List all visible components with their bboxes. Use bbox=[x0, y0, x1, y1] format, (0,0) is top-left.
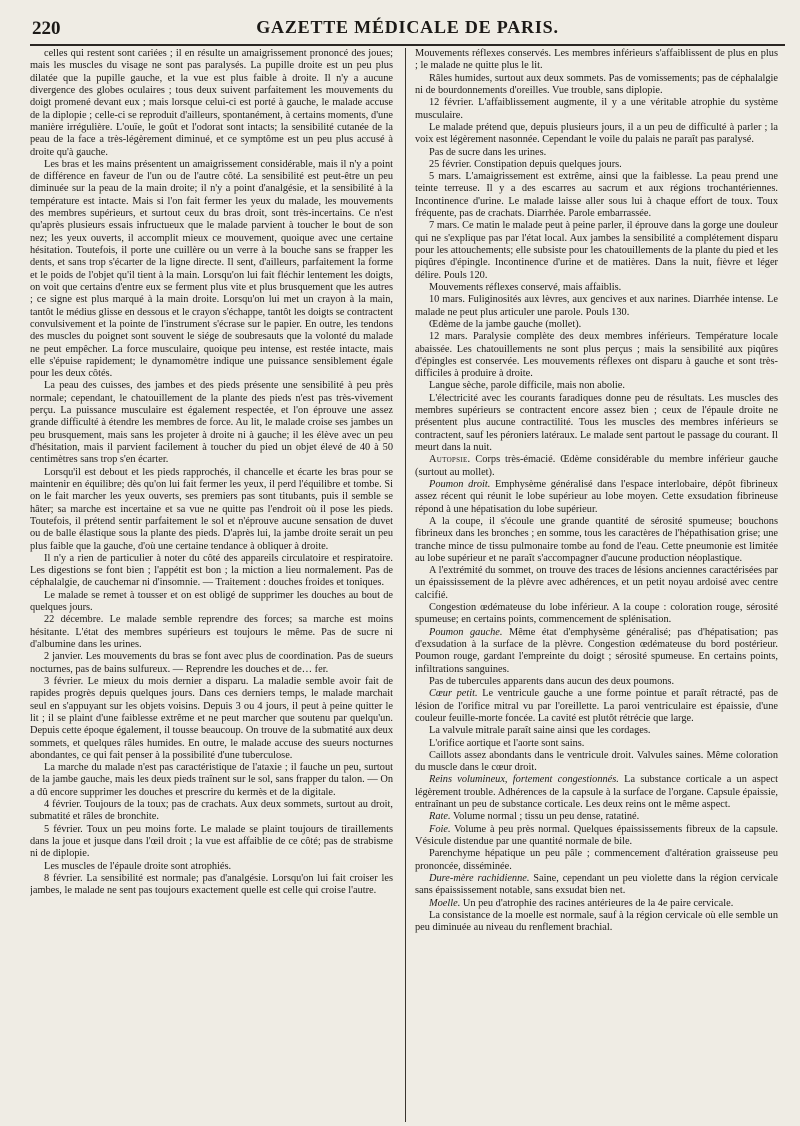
right-paragraph bbox=[415, 380, 778, 392]
left-paragraph bbox=[30, 762, 393, 799]
paragraph-text: Le ventricule gauche a une forme pointue et paraît rétracté, pas de lésion de l'orifice mitral vu par l'oreillette. La paroi ventriculaire est épaissie, d'une couleur feuille-morte foncée. La cavité est plutôt rétrécie que large. bbox=[415, 688, 778, 724]
paragraph-lead: Cœur petit. bbox=[429, 688, 478, 700]
right-paragraph bbox=[415, 220, 778, 282]
right-paragraph bbox=[415, 319, 778, 331]
right-paragraph bbox=[415, 873, 778, 898]
right-paragraph bbox=[415, 393, 778, 455]
paragraph-text: Œdème de la jambe gauche (mollet). bbox=[429, 318, 582, 330]
paragraph-text: 25 février. Constipation depuis quelques jours. bbox=[429, 158, 622, 170]
paragraph-text: Caillots assez abondants dans le ventricule droit. Valvules saines. Même coloration du muscle dans le cœur droit. bbox=[415, 749, 778, 774]
right-paragraph bbox=[415, 602, 778, 627]
paragraph-text: 2 janvier. Les mouvements du bras se font avec plus de coordination. Pas de sueurs nocturnes, pas de bains sulfureux. — Reprendre les douches et de… fer. bbox=[30, 651, 393, 675]
right-column bbox=[415, 48, 778, 1122]
paragraph-text: Lorsqu'il est debout et les pieds rapprochés, il chancelle et écarte les bras pour se maintenir en équilibre; dès qu'on lui fait fermer les yeux, il perd l'équilibre et tombe. Si on le fait marcher les yeux ouverts, ses premiers pas sont titubants, puis il semble se hâter; sa marche est incertaine et sa vue ne quitte pas l'endroit où il pose les pieds. Toutefois, il prétend sentir parfaitement le sol et n'éprouve aucune sensation de duvet ou de balle élastique sous la plante des pieds. D'après lui, la jambe droite serait un peu plus faible que la gauche, d'où une certaine tendance à obliquer à droite. bbox=[30, 466, 393, 552]
paragraph-text: celles qui restent sont cariées ; il en résulte un amaigrissement prononcé des joues; mais les muscles du visage ne sont pas paralysés. La pupille droite est un peu plus dilatée que la pupille gauche, et la vue est plus faible à droite. Il n'y a aucune divergence des globes oculaires ; tous deux suivent parfaitement les mouvements du doigt promené devant eux ; mais lorsque celui-ci est porté à gauche, le malade accuse de la diplopie ; celle-ci se reproduit d'ailleurs, spontanément, à certains moments, d'une manière irrégulière. L'ouïe, le goût et l'odorat sont intacts; la sensibilité cutanée de la peau de la face a très-légèrement diminué, et ce symptôme est un peu plus accusé à droite qu'à gauche. bbox=[30, 48, 393, 158]
paragraph-text: Les bras et les mains présentent un amaigrissement considérable, mais il n'y a point de différence en faveur de l'un ou de l'autre côté. La sensibilité est peut-être un peu diminuée sur la peau de la main droite; il n'y a point d'analgésie, et la sensibilité à la température est intacte. Mais si l'on fait fermer les yeux du malade, les mouvements des membres supérieurs, et surtout ceux du bras droit, sont très-incertains. Ce n'est qu'après plusieurs essais infructueux que le malade parvient à toucher le bout de son nez; les yeux ouverts, il accomplit mieux ce mouvement, quoique avec une certaine hésitation. Toutefois, il porte une cuillère ou un verre à la bouche sans se frapper les dents, et sans trop s'écarter de la ligne directe. Il sent, d'ailleurs, parfaitement la forme et le poids de l'objet qu'il tient à la main. Lorsqu'on lui fait fléchir lentement les doigts, on voit que certains d'entre eux se ferment plus vite et plus brusquement que les autres ; ce signe est plus marqué à la main droite. Lorsqu'on lui met un crayon à la main, tantôt le médius glisse en dessous et le crayon s'échappe, tantôt les doigts se contractent convulsivement et la pointe de l'instrument s'écrase sur le papier. En outre, les tendons des muscles du poignet sont souvent le siége de soubresauts que la volonté du malade ne peut empêcher. La force musculaire, quoique peu intense, est restée intacte, mais elle s'épuise rapidement; le dynamomètre indique une puissance sensiblement égale pour les deux côtés. bbox=[30, 158, 393, 380]
page-header bbox=[30, 14, 785, 46]
paragraph-text: Volume à peu près normal. Quelques épaississements fibreux de la capsule. Vésicule distendue par une quantité normale de bile. bbox=[415, 823, 778, 847]
paragraph-lead: Moelle. bbox=[429, 897, 461, 909]
left-paragraph bbox=[30, 159, 393, 381]
right-paragraph bbox=[415, 848, 778, 873]
paragraph-lead: Foie. bbox=[429, 823, 451, 835]
paragraph-text: Les muscles de l'épaule droite sont atrophiés. bbox=[44, 860, 232, 872]
paragraph-text: Pas de sucre dans les urines. bbox=[429, 146, 547, 158]
left-paragraph bbox=[30, 799, 393, 824]
paragraph-text: Un peu d'atrophie des racines antérieures de la 4e paire cervicale. bbox=[462, 897, 734, 909]
paragraph-text: Le malade prétend que, depuis plusieurs jours, il a un peu de difficulté à parler ; la voix est légèrement nasonnée. Cependant le voile du palais ne paraît pas paralysé. bbox=[415, 121, 778, 146]
paragraph-text: La peau des cuisses, des jambes et des pieds présente une sensibilité à peu près normale; cependant, le chatouillement de la plante des pieds n'est pas très-vivement perçu. La puissance musculaire est également respectée, et l'on éprouve une assez grande difficulté à étendre les membres de force. Au lit, le malade croise ses jambes un peu brusquement, mais sans les projeter à droite ni à gauche; il les élève avec un peu d'hésitation, mais il parvient facilement à toucher du pied un objet élevé de 40 à 50 centimètres sans trop s'en écarter. bbox=[30, 380, 393, 466]
right-paragraph bbox=[415, 516, 778, 565]
paragraph-text: Même état d'emphysème généralisé; pas d'hépatisation; pas d'exsudation à la surface de la plèvre. Congestion œdémateuse du bord postérieur. Poumon rouge, gardant l'empreinte du doigt ; sérosité spumeuse. En certains points, infiltrations sanguines. bbox=[415, 626, 778, 675]
paragraph-lead: Dure-mère rachidienne. bbox=[429, 872, 530, 884]
paragraph-text: Emphysème généralisé dans l'espace interlobaire, dépôt fibrineux assez récent qui réunit le lobe supérieur au lobe moyen. Cette exsudation fibrineuse répond à une hépatisation du lobe supérieur. bbox=[415, 478, 778, 515]
paragraph-lead: Poumon gauche. bbox=[429, 626, 503, 638]
right-paragraph bbox=[415, 294, 778, 319]
paragraph-text: 22 décembre. Le malade semble reprendre des forces; sa marche est moins hésitante. L'état des membres supérieurs est toujours le même. Pas de sucre ni d'albumine dans les urines. bbox=[30, 614, 393, 650]
paragraph-text: Pas de tubercules apparents dans aucun des deux poumons. bbox=[429, 675, 675, 687]
right-paragraph bbox=[415, 454, 778, 479]
paragraph-lead: Rate. bbox=[429, 811, 451, 823]
left-paragraph bbox=[30, 824, 393, 861]
paragraph-text: Il n'y a rien de particulier à noter du côté des appareils circulatoire et respiratoire. Les digestions se font bien ; l'appétit est bon ; la miction a lieu normalement. Pas de céphalalgie, de cauchemar ni d'insomnie. — Traitement : douches froides et toniques. bbox=[30, 552, 393, 589]
left-paragraph bbox=[30, 614, 393, 651]
paragraph-text: Langue sèche, parole difficile, mais non abolie. bbox=[429, 380, 625, 392]
paragraph-text: L'orifice aortique et l'aorte sont sains. bbox=[429, 737, 585, 749]
left-paragraph bbox=[30, 590, 393, 615]
right-paragraph bbox=[415, 627, 778, 676]
paragraph-text: La consistance de la moelle est normale, sauf à la région cervicale où elle semble un peu diminuée au niveau du renflement brachial. bbox=[415, 909, 778, 934]
paragraph-text: Mouvements réflexes conservés. Les membres inférieurs s'affaiblissent de plus en plus ; le malade ne quitte plus le lit. bbox=[415, 48, 778, 72]
paragraph-text: 7 mars. Ce matin le malade peut à peine parler, il éprouve dans la gorge une douleur qui ne s'explique pas par l'état local. Aux jambes la sensibilité a complétement disparu pour les attouchements; elle subsiste pour les chatouillements de la plante du pied et les piqûres d'épingle. Incontinence d'urine et de matières. Dans la nuit, fièvre et léger délire. Pouls 120. bbox=[415, 220, 778, 281]
right-paragraph bbox=[415, 738, 778, 750]
left-column bbox=[30, 48, 393, 1122]
right-paragraph bbox=[415, 774, 778, 811]
right-paragraph bbox=[415, 725, 778, 737]
right-paragraph bbox=[415, 811, 778, 823]
right-paragraph bbox=[415, 73, 778, 98]
article-columns bbox=[30, 48, 785, 1122]
right-paragraph bbox=[415, 282, 778, 294]
right-paragraph bbox=[415, 688, 778, 725]
left-paragraph bbox=[30, 651, 393, 676]
paragraph-text: 12 mars. Paralysie complète des deux membres inférieurs. Température locale abaissée. Les chatouillements ne sont plus perçus ; mais la sensibilité aux piqûres d'épingles est conservée. Les mouvements réflexes ont disparu à gauche et sont très-difficiles à produire à droite. bbox=[415, 331, 778, 380]
paragraph-text: 5 mars. L'amaigrissement est extrême, ainsi que la faiblesse. La peau prend une teinte terreuse. Il y a des escarres au sacrum et aux régions trochantériennes. Incontinence d'urine. Le malade laisse aller sous lui à chaque effort de toux. Toux fréquente, pas de crachats. Diarrhée. Parole embarrassée. bbox=[415, 171, 778, 220]
right-paragraph bbox=[415, 565, 778, 602]
paragraph-text: Le malade se remet à tousser et on est obligé de supprimer les douches au bout de quelques jours. bbox=[30, 589, 393, 614]
paragraph-text: 5 février. Toux un peu moins forte. Le malade se plaint toujours de tiraillements dans la joue et jusque dans l'œil droit ; la vue est affaiblie de ce côté; pas de strabisme ni de diplopie. bbox=[30, 823, 393, 860]
right-paragraph bbox=[415, 122, 778, 147]
paragraph-text: 4 février. Toujours de la toux; pas de crachats. Aux deux sommets, surtout au droit, submatité et râles de bronchite. bbox=[30, 799, 393, 823]
right-paragraph bbox=[415, 97, 778, 122]
right-paragraph bbox=[415, 171, 778, 220]
paragraph-text: Congestion œdémateuse du lobe inférieur. A la coupe : coloration rouge, sérosité spumeuse; en certains points, commencement de splénisation. bbox=[415, 602, 778, 626]
left-paragraph bbox=[30, 380, 393, 466]
paragraph-text: La marche du malade n'est pas caractéristique de l'ataxie ; il fauche un peu, surtout de la jambe gauche, mais les deux pieds traînent sur le sol, sans frapper du talon. — On a dû encore supprimer les douches et prescrire du kermès et de la digitale. bbox=[30, 762, 393, 798]
paragraph-text: 10 mars. Fuliginosités aux lèvres, aux gencives et aux narines. Diarrhée intense. Le malade ne peut plus articuler une parole. Pouls 130. bbox=[415, 294, 778, 318]
right-paragraph bbox=[415, 159, 778, 171]
right-paragraph bbox=[415, 147, 778, 159]
paragraph-text: Corps très-émacié. Œdème considérable du membre inférieur gauche (surtout au mollet). bbox=[415, 454, 778, 478]
paragraph-text: Volume normal ; tissu un peu dense, ratatiné. bbox=[452, 811, 640, 823]
paragraph-text: A la coupe, il s'écoule une grande quantité de sérosité spumeuse; bouchons fibrineux dans les bronches ; en somme, tous les caractères de l'hépathisation grise; une tranche mince de tissu pulmonaire tombe au fond de l'eau. Cette pneumonie est limitée au lobe supérieur et ne paraît s'accompagner d'aucune production néoplastique. bbox=[415, 515, 778, 564]
paragraph-lead: Poumon droit. bbox=[429, 478, 491, 490]
right-paragraph bbox=[415, 910, 778, 935]
left-paragraph bbox=[30, 467, 393, 553]
right-paragraph bbox=[415, 479, 778, 516]
right-paragraph bbox=[415, 331, 778, 380]
paragraph-text: La valvule mitrale paraît saine ainsi que les cordages. bbox=[429, 725, 651, 737]
paragraph-text: Saine, cependant un peu violette dans la région cervicale sans épaississement notable, sans exsudat bien net. bbox=[415, 872, 778, 897]
paragraph-text: 3 février. Le mieux du mois dernier a disparu. La maladie semble avoir fait de rapides progrès depuis quelques jours. Dans ces derniers temps, le malade marchait seul en s'appuyant sur les objets voisins. Depuis 3 ou 4 jours, il peut à peine quitter le lit ; il se plaint d'une faiblesse extrême et ne peut marcher que soutenu par quelqu'un. Depuis cette époque également, il tousse beaucoup. On trouve de la submatité aux deux sommets, et quelques râles humides. En outre, le malade accuse des sueurs nocturnes abondantes, ce qui fait penser à la possibilité d'une tuberculose. bbox=[30, 675, 393, 761]
paragraph-text: 12 février. L'affaiblissement augmente, il y a une véritable atrophie du système musculaire. bbox=[415, 97, 778, 121]
right-paragraph bbox=[415, 48, 778, 73]
right-paragraph bbox=[415, 898, 778, 910]
paragraph-lead: Reins volumineux, fortement congestionnés. bbox=[429, 774, 619, 786]
journal-title: GAZETTE MÉDICALE DE PARIS. bbox=[256, 17, 559, 37]
left-paragraph bbox=[30, 873, 393, 898]
paragraph-text: Parenchyme hépatique un peu pâle ; commencement d'altération graisseuse peu prononcée, disséminée. bbox=[415, 848, 778, 872]
right-paragraph bbox=[415, 676, 778, 688]
column-divider bbox=[405, 48, 406, 1122]
paragraph-text: Mouvements réflexes conservé, mais affaiblis. bbox=[429, 281, 622, 293]
page-number: 220 bbox=[32, 18, 61, 39]
left-paragraph bbox=[30, 676, 393, 762]
right-paragraph bbox=[415, 824, 778, 849]
paragraph-text: Râles humides, surtout aux deux sommets. Pas de vomissements; pas de céphalalgie ni de bourdonnements d'oreilles. Vue trouble, sans diplopie. bbox=[415, 72, 778, 96]
paragraph-text: La substance corticale a un aspect légèrement trouble. Adhérences de la capsule à la surface de l'organe. Capsule épaissie, entraînant un peu de substance corticale. Les deux reins ont le même aspect. bbox=[415, 774, 778, 811]
paragraph-text: L'électricité avec les courants faradiques donne peu de résultats. Les muscles des membres supérieurs se contractent encore assez bien ; ceux de l'épaule droite ne présentent plus aucune contractilité. Tous les muscles des membres inférieurs se contractent, sauf les péroniers latéraux. Le malade sent partout le passage du courant. Il meurt dans la nuit. bbox=[415, 392, 778, 453]
left-paragraph bbox=[30, 553, 393, 590]
left-paragraph bbox=[30, 861, 393, 873]
left-paragraph bbox=[30, 48, 393, 159]
paragraph-text: A l'extrémité du sommet, on trouve des traces de lésions anciennes caractérisées par un épaississement de la plèvre avec adhérences, et un petit noyau ardoisé avec centre calcifié. bbox=[415, 565, 778, 601]
paragraph-text: 8 février. La sensibilité est normale; pas d'analgésie. Lorsqu'on lui fait croiser les jambes, le malade ne sent pas toujours exactement quelle est celle qui croise l'autre. bbox=[30, 872, 393, 897]
paragraph-lead: Autopsie. bbox=[429, 454, 471, 466]
right-paragraph bbox=[415, 750, 778, 775]
